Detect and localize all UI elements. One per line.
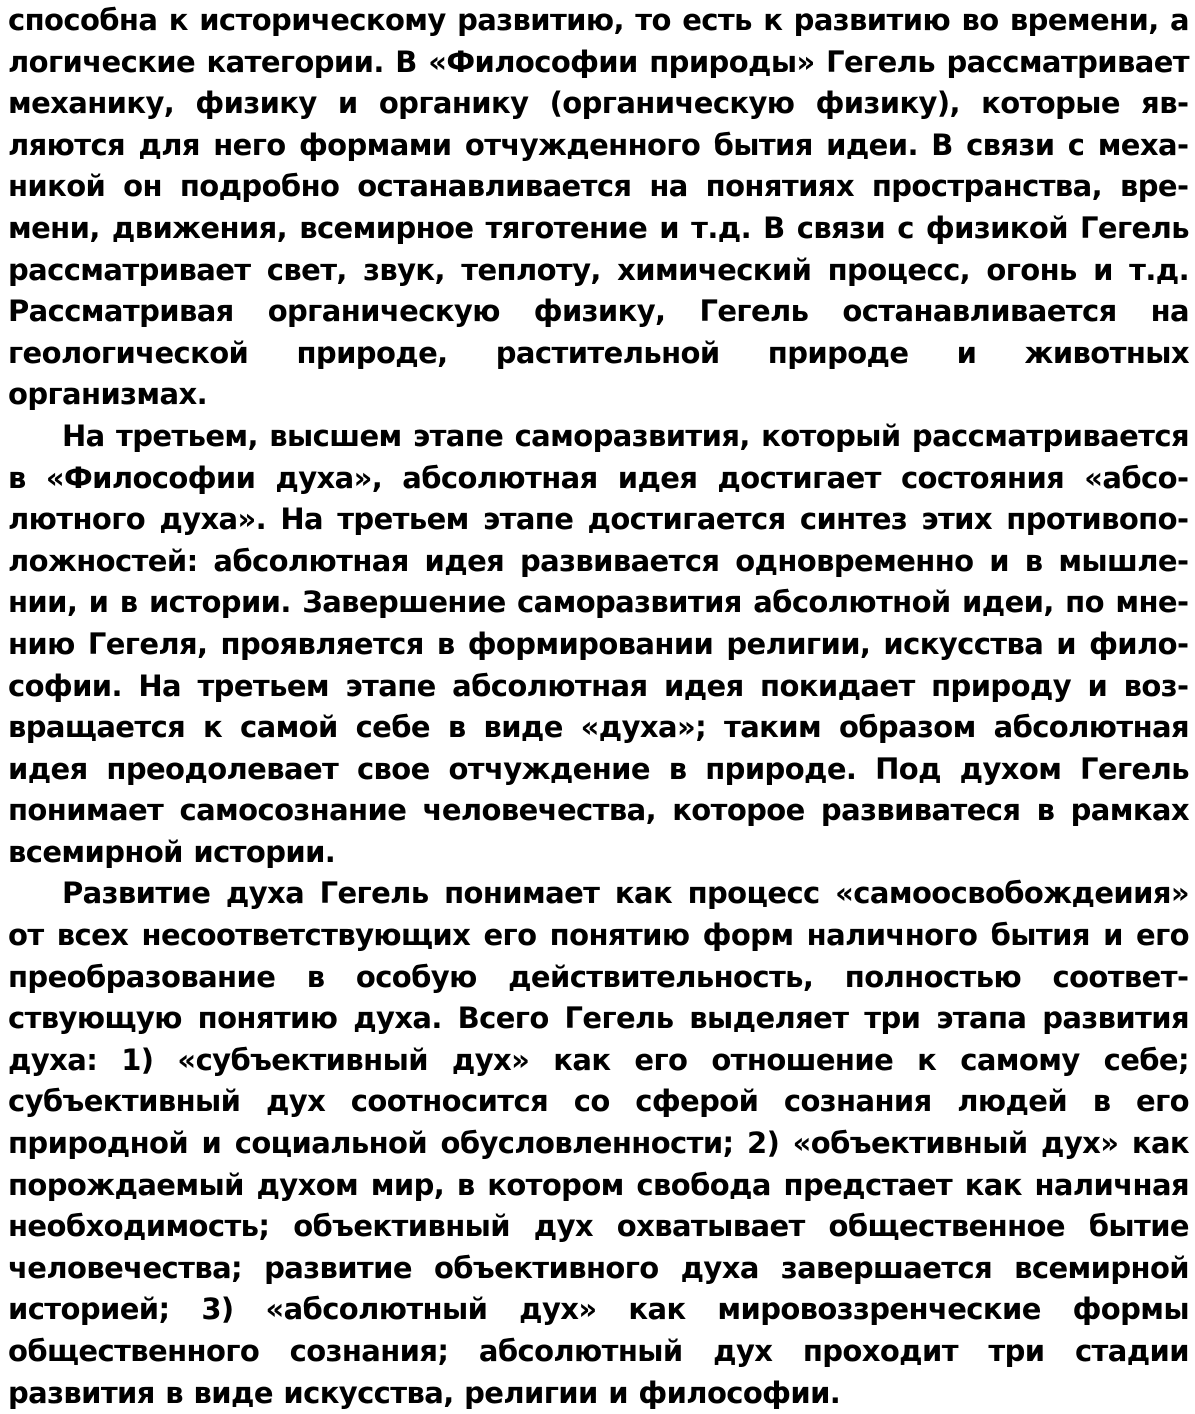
paragraph-philosophy-of-spirit: На третьем, высшем этапе саморазвития, который рассматривается в «Философии духа», абсолютная идея достигает состояния «абсолютного духа». На третьем этапе достигается синтез этих противоположностей: абсолютная идея развивается одновременно и в мышлении, и в истории. Завершение саморазвития абсолютной идеи, по мнению Гегеля, проявляется в формировании религии, искусства и философии. На третьем этапе абсолютная идея покидает природу и возвращается к самой себе в виде «духа»; таким образом абсолютная идея преодолевает свое отчуждение в природе. Под духом Гегель понимает самосознание человечества, которое развиватеся в рамках всемирной истории. xyxy=(8,418,1189,869)
paragraph-development-of-spirit: Развитие духа Гегель понимает как процесс «самоосвобождеиия» от всех несоответствующих его понятию форм наличного бытия и его преобразование в особую действительность, полностью соответствующую понятию духа. Всего Гегель выделяет три этапа развития духа: 1) «субъективный дух» как его отношение к самому себе; субъективный дух соотносится со сферой сознания людей в его природной и социальной обусловленности; 2) «объективный дух» как порождаемый духом мир, в котором свобода предстает как наличная необходимость; объективный дух охватывает общественное бытие человечества; развитие объективного духа завершается всемирной историей; 3) «абсолютный дух» как мировоззренческие формы общественного сознания; абсолютный дух проходит три стадии развития в виде искусства, религии и философии. xyxy=(8,876,1189,1410)
paragraph-philosophy-of-nature: способна к историческому развитию, то есть к развитию во времени, а логические категории. В «Философии природы» Гегель рассматривает механику, физику и органику (органическую физику), которые являются для него формами отчужденного бытия идеи. В связи с механикой он подробно останавливается на понятиях пространства, времени, движения, всемирное тяготение и т.д. В связи с физикой Гегель рассматривает свет, звук, теплоту, химический процесс, огонь и т.д. Рассматривая органическую физику, Гегель останавливается на геологической природе, растительной природе и животных организмах. xyxy=(8,3,1189,412)
